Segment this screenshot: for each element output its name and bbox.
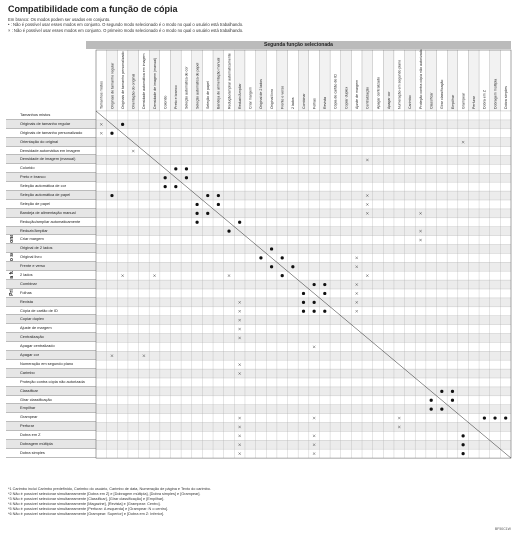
incompatible-dot [440, 390, 443, 393]
column-header-label: Copiar duplex [344, 86, 349, 109]
column-header-label: Bandeja de alimentação manual [216, 57, 221, 109]
grid-row-band [96, 342, 511, 351]
incompatible-dot [313, 283, 316, 286]
row-label: Original de 2 lados [6, 244, 96, 253]
incompatible-dot [238, 221, 241, 224]
incompatible-dot [430, 399, 433, 402]
grid-row-band [96, 227, 511, 236]
incompatible-dot [504, 416, 507, 419]
row-label: Criar margem [6, 235, 96, 244]
column-header-label: Numeração em segundo plano [397, 59, 402, 109]
column-header-label: Perfurar [472, 96, 477, 109]
column-header-label: Seleção automática de papel [195, 62, 200, 109]
row-label: Colorido [6, 164, 96, 173]
column-header-label: Dobra em Z [482, 90, 487, 109]
column-header-label: Dobra simples [503, 86, 508, 109]
column-header-label: Ajuste de margem [355, 79, 360, 109]
incompatible-dot [270, 265, 273, 268]
column-header-label: Criar margem [248, 87, 253, 109]
incompatible-dot [195, 212, 198, 215]
note-6: *6 Não é possível selecionar simultaneamente [Grampear: Superior] e [Dobra em Z: Inferior]. [8, 512, 165, 516]
grid-row-band [96, 209, 511, 218]
grid-row-band [96, 316, 511, 325]
row-label: Girar classificação [6, 396, 96, 405]
grid-row-band [96, 164, 511, 173]
column-header-label: Grampear [461, 92, 466, 109]
grid-row-band [96, 414, 511, 423]
incompatible-dot [185, 176, 188, 179]
grid-row-band [96, 262, 511, 271]
column-header-label: Reduzir/Ampliar [237, 83, 242, 109]
column-header-label: Girar classificação [440, 79, 445, 109]
grid-row-band [96, 423, 511, 432]
grid-row-band [96, 334, 511, 343]
row-label: Centralização [6, 333, 96, 342]
column-header-label: Seleção automática de cor [184, 66, 189, 109]
row-label: Grampear [6, 413, 96, 422]
row-label: 2 lados [6, 271, 96, 280]
row-label: Empilhar [6, 404, 96, 413]
column-header-label: Original de 2 lados [259, 79, 264, 109]
grid-row-band [96, 351, 511, 360]
column-header-label: Original livro [269, 89, 274, 109]
incompatible-dot [462, 452, 465, 455]
grid-row-band [96, 120, 511, 129]
note-3: *3 Não é possível selecionar simultaneamente [Classificar], [Girar classificação] e [Empilhar]. [8, 497, 165, 501]
column-header-label: Dobragem múltipla [493, 78, 498, 109]
column-header-label: 2 lados [291, 97, 296, 109]
column-header-label: Revista [323, 97, 328, 109]
incompatible-dot [291, 265, 294, 268]
grid-row-band [96, 440, 511, 449]
incompatible-dot [217, 203, 220, 206]
incompatible-dot [313, 310, 316, 313]
incompatible-dot [451, 399, 454, 402]
incompatible-dot [493, 416, 496, 419]
note-1: *1 Carimbo inclui Carimbo predefinido, Carimbo do usuário, Carimbo de data, Numeração de página e Texto do carimbo. [8, 487, 211, 491]
row-label: Seleção automática de cor [6, 182, 96, 191]
column-header-label: Colorido [163, 95, 168, 109]
column-header-label: Combinar [301, 93, 306, 109]
row-label: Redução/ampliar automaticamente [6, 218, 96, 227]
row-label: Perfurar [6, 422, 96, 431]
grid-row-band [96, 325, 511, 334]
grid-row-band [96, 147, 511, 156]
incompatible-dot [195, 221, 198, 224]
row-label: Folhas [6, 289, 96, 298]
note-4: *4 Não é possível selecionar simultaneamente [Magazine], [Revista] e [Grampear: Centro]. [8, 502, 161, 506]
notes [8, 487, 513, 517]
column-header-label: Tamanhos mistos [99, 81, 104, 109]
legend-blank: Em branco: Os modos podem ser usados em conjunto. [8, 17, 111, 22]
row-label: Dobra em Z [6, 431, 96, 440]
grid-row-band [96, 449, 511, 458]
column-header-label: Proteção contra cópia não autorizada [418, 49, 423, 109]
row-label: Originais de tamanho regular [6, 120, 96, 129]
incompatible-dot [121, 123, 124, 126]
row-label: Seleção de papel [6, 200, 96, 209]
row-label: Copiar duplex [6, 315, 96, 324]
incompatible-dot [440, 408, 443, 411]
column-header-label: Carimbo [408, 95, 413, 109]
row-label: Densidade de imagem (manual) [6, 155, 96, 164]
incompatible-dot [313, 301, 316, 304]
column-header-label: Cópia de cartão de ID [333, 74, 338, 109]
footer-code: BF50C1W [494, 527, 511, 531]
incompatible-dot [259, 256, 262, 259]
grid-row-band [96, 218, 511, 227]
grid-row-band [96, 138, 511, 147]
grid-row-band [96, 431, 511, 440]
incompatible-dot [483, 416, 486, 419]
incompatible-dot [164, 185, 167, 188]
grid-row-band [96, 271, 511, 280]
column-header-label: Originais de tamanho regular [110, 62, 115, 109]
column-header-label: Apagar centralizado [376, 77, 381, 109]
second-function-header: Segunda função selecionada [86, 41, 511, 49]
row-label: Carimbo [6, 369, 96, 378]
column-header-label: Frente e verso [280, 85, 285, 109]
row-label: Dobragem múltipla [6, 440, 96, 449]
row-label: Bandeja de alimentação manual [6, 209, 96, 218]
row-label: Originais de tamanho personalizado [6, 129, 96, 138]
grid-row-band [96, 111, 511, 120]
row-label: Cópia de cartão de ID [6, 307, 96, 316]
row-label: Preto e branco [6, 173, 96, 182]
row-label: Proteção contra cópia não autorizada [6, 378, 96, 387]
grid-row-band [96, 182, 511, 191]
incompatible-dot [302, 301, 305, 304]
row-label: Classificar [6, 387, 96, 396]
row-label: Seleção automática de papel [6, 191, 96, 200]
grid-row-band [96, 396, 511, 405]
incompatible-dot [323, 283, 326, 286]
incompatible-dot [302, 292, 305, 295]
page-title: Compatibilidade com a função de cópia [8, 4, 178, 14]
column-header-label: Folhas [312, 98, 317, 109]
column-header-label: Classificar [429, 92, 434, 109]
grid-row-band [96, 236, 511, 245]
incompatible-dot [206, 194, 209, 197]
incompatible-dot [281, 256, 284, 259]
incompatible-dot [217, 194, 220, 197]
grid-row-band [96, 253, 511, 262]
incompatible-dot [164, 176, 167, 179]
grid-row-band [96, 191, 511, 200]
column-header-label: Redução/ampliar automaticamente [227, 53, 232, 109]
grid-row-band [96, 200, 511, 209]
row-label: Frente e verso [6, 262, 96, 271]
grid-row-band [96, 129, 511, 138]
incompatible-dot [451, 390, 454, 393]
row-label: Tamanhos mistos [6, 111, 96, 120]
incompatible-dot [281, 274, 284, 277]
column-header-label: Apagar cor [386, 91, 391, 109]
incompatible-dot [206, 212, 209, 215]
grid-row-band [96, 245, 511, 254]
column-header-label: Originais de tamanho personalizado [120, 51, 125, 109]
column-header-label: Orientação do original [131, 73, 136, 109]
row-label: Numeração em segundo plano [6, 360, 96, 369]
column-header-label: Preto e branco [174, 85, 179, 109]
grid-row-band [96, 173, 511, 182]
grid-row-band [96, 387, 511, 396]
incompatible-dot [462, 434, 465, 437]
row-label: Original livro [6, 253, 96, 262]
grid-row-band [96, 378, 511, 387]
legend-cross: × : Não é possível usar esses modos em conjunto. O primeiro modo selecionado é o modo no qual o usuário está trabalhando. [8, 27, 244, 33]
column-header-label: Densidade de imagem (manual) [152, 57, 157, 109]
incompatible-dot [195, 203, 198, 206]
note-5: *5 Não é possível selecionar simultaneamente [Perfurar: A esquerda] e [Grampear: N o centro]. [8, 507, 169, 511]
incompatible-dot [185, 167, 188, 170]
row-label: Revista [6, 298, 96, 307]
column-header-label: Densidade automática em imagem [142, 53, 147, 109]
note-2: *2 Não é possível selecionar simultaneamente [Dobra em Z] e [Dobragem múltipla], [Dobra simples] e [Grampear]. [8, 492, 201, 496]
incompatible-dot [430, 408, 433, 411]
column-header-label: Empilhar [450, 94, 455, 109]
row-label: Apagar centralizado [6, 342, 96, 351]
row-label: Densidade automática em imagem [6, 147, 96, 156]
incompatible-dot [174, 185, 177, 188]
incompatible-dot [323, 310, 326, 313]
incompatible-dot [270, 247, 273, 250]
incompatible-dot [462, 443, 465, 446]
row-label: Reduzir/Ampliar [6, 227, 96, 236]
column-header-label: Seleção de papel [206, 81, 211, 109]
incompatible-dot [302, 310, 305, 313]
incompatible-dot [110, 194, 113, 197]
row-label: Ajuste de margem [6, 324, 96, 333]
incompatible-dot [110, 132, 113, 135]
incompatible-dot [174, 167, 177, 170]
row-label: Combinar [6, 280, 96, 289]
grid-row-band [96, 369, 511, 378]
incompatible-dot [227, 230, 230, 233]
incompatible-dot [323, 292, 326, 295]
row-label: Apagar cor [6, 351, 96, 360]
legend-dot: • : Não é possível usar esses modos em conjunto. O segundo modo selecionado é o modo no qual o usuário está trabalhando. [8, 22, 244, 28]
grid-row-band [96, 360, 511, 369]
row-label: Dobra simples [6, 449, 96, 458]
column-header-label: Centralização [365, 87, 370, 109]
row-label: Orientação do original [6, 138, 96, 147]
